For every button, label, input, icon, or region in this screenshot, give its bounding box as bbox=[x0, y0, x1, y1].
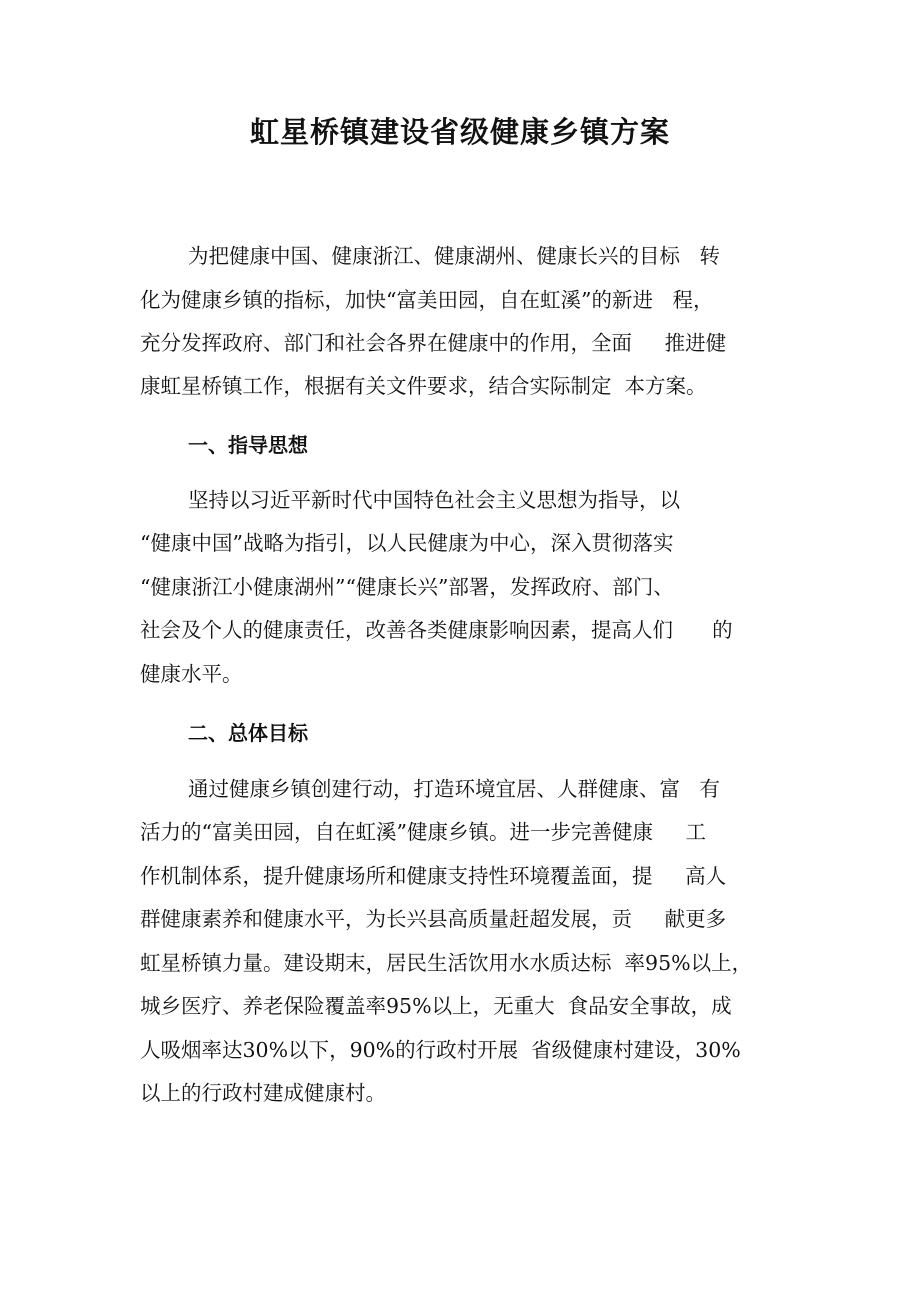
section-heading-overall-goal: 二、总体目标 bbox=[188, 721, 308, 745]
paragraph-line: 作机制体系，提升健康场所和健康支持性环境覆盖面，提 高人 bbox=[140, 864, 727, 888]
paragraph-line: 人吸烟率达30%以下，90%的行政村开展 省级健康村建设，30% bbox=[140, 1038, 741, 1062]
paragraph-line: 群健康素养和健康水平，为长兴县高质量赶超发展，贡 献更多 bbox=[140, 907, 727, 931]
paragraph-line: “健康浙江小健康湖州”“健康长兴”部署，发挥政府、部门、 bbox=[140, 575, 674, 599]
paragraph-line: 充分发挥政府、部门和社会各界在健康中的作用，全面 推进健 bbox=[140, 331, 727, 355]
paragraph-line: 化为健康乡镇的指标，加快“富美田园，自在虹溪”的新进 程， bbox=[140, 288, 714, 312]
section-heading-guiding-thought: 一、指导思想 bbox=[188, 433, 308, 457]
paragraph-line: 活力的“富美田园，自在虹溪”健康乡镇。进一步完善健康 工 bbox=[140, 820, 707, 844]
document-title: 虹星桥镇建设省级健康乡镇方案 bbox=[249, 115, 670, 149]
paragraph-line: 坚持以习近平新时代中国特色社会主义思想为指导，以 bbox=[188, 488, 680, 512]
paragraph-line: 虹星桥镇力量。建设期末，居民生活饮用水水质达标 率95%以上， bbox=[140, 951, 753, 975]
paragraph-line: 社会及个人的健康责任，改善各类健康影响因素，提高人们 的 bbox=[140, 618, 733, 642]
paragraph-line: 城乡医疗、养老保险覆盖率95%以上，无重大 食品安全事故，成 bbox=[140, 994, 732, 1018]
paragraph-line: 为把健康中国、健康浙江、健康湖州、健康长兴的目标 转 bbox=[188, 244, 721, 268]
paragraph-line: 通过健康乡镇创建行动，打造环境宜居、人群健康、富 有 bbox=[188, 777, 721, 801]
paragraph-line: 健康水平。 bbox=[140, 662, 243, 686]
paragraph-line: 以上的行政村建成健康村。 bbox=[140, 1081, 386, 1105]
paragraph-line: “健康中国”战略为指引，以人民健康为中心，深入贯彻落实 bbox=[140, 531, 674, 555]
paragraph-line: 康虹星桥镇工作，根据有关文件要求，结合实际制定 本方案。 bbox=[140, 374, 707, 398]
